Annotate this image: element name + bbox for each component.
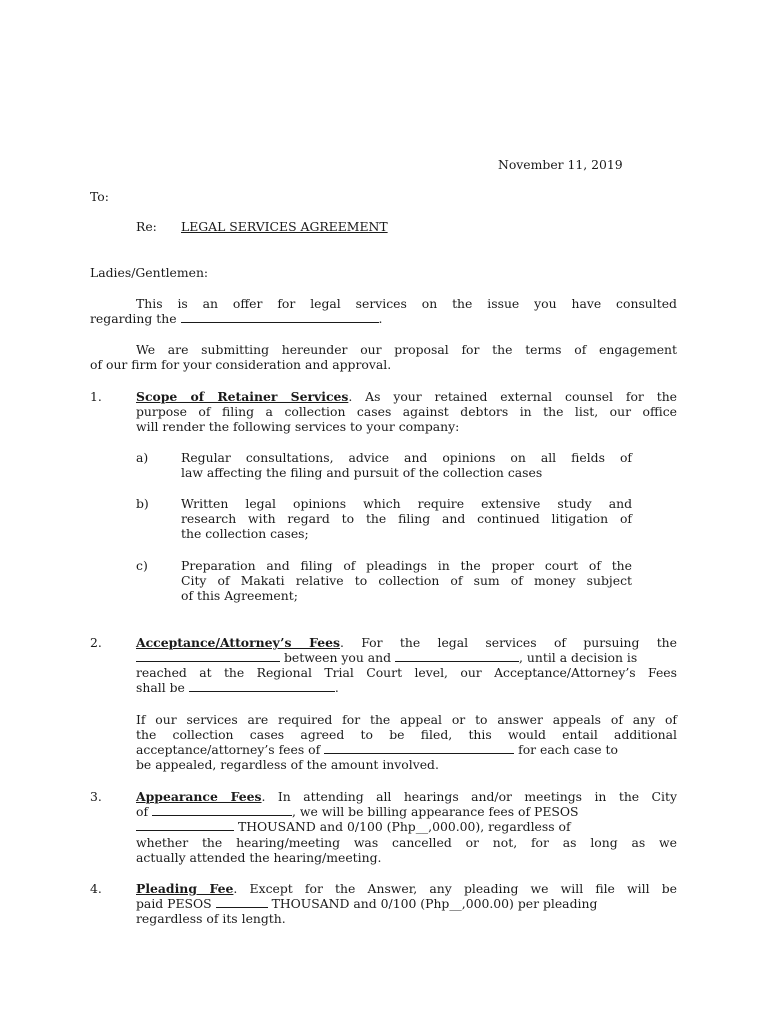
item-1b-line-2: research with regard to the filing and continued litigation of (181, 511, 632, 526)
section-3-line-3: THOUSAND and 0/100 (Php__,000.00), regardless of (136, 819, 571, 835)
section-1-heading: Scope of Retainer Services (136, 389, 349, 404)
item-1b-letter: b) (136, 496, 149, 511)
section-2-para-2-line-4: be appealed, regardless of the amount involved. (136, 757, 439, 772)
proposal-line-1: We are submitting hereunder our proposal for the terms of engagement (136, 342, 677, 357)
acceptance-fee-blank (189, 680, 335, 692)
section-2-para-2-line-1: If our services are required for the appeal or to answer appeals of any of (136, 712, 677, 727)
re-subject: LEGAL SERVICES AGREEMENT (181, 219, 388, 234)
intro-line-2: regarding the . (90, 311, 383, 326)
section-4-line-2: paid PESOS THOUSAND and 0/100 (Php__,000.00) per pleading (136, 896, 598, 911)
section-2-para-2-line-2: the collection cases agreed to be filed, this would entail additional (136, 727, 677, 742)
section-2-para-2-line-3: acceptance/attorney’s fees of for each case to (136, 742, 618, 757)
proposal-line-2: of our firm for your consideration and approval. (90, 357, 392, 372)
section-1-line-3: will render the following services to your company: (136, 419, 460, 434)
section-2-line-1: Acceptance/Attorney’s Fees. For the legal services of pursuing the (136, 635, 677, 650)
section-4-line-1: Pleading Fee. Except for the Answer, any pleading we will file will be (136, 881, 677, 896)
letter-date: November 11, 2019 (498, 157, 623, 172)
consulted-issue-blank (181, 311, 379, 323)
section-3-line-4: whether the hearing/meeting was cancelled or not, for as long as we (136, 835, 677, 850)
item-1a-line-2: law affecting the filing and pursuit of the collection cases (181, 465, 543, 480)
section-2-line-4: shall be . (136, 680, 339, 695)
re-label: Re: (136, 219, 157, 234)
section-3-line-1: Appearance Fees. In attending all hearings and/or meetings in the City (136, 789, 677, 804)
item-1a-letter: a) (136, 450, 149, 465)
city-blank (152, 804, 292, 816)
section-4-line-3: regardless of its length. (136, 911, 286, 926)
section-1-line-2: purpose of filing a collection cases against debtors in the list, our office (136, 404, 677, 419)
item-1b-line-1: Written legal opinions which require extensive study and (181, 496, 632, 511)
section-4-heading: Pleading Fee (136, 881, 234, 896)
client-name-blank (136, 650, 280, 662)
section-2-heading: Acceptance/Attorney’s Fees (136, 635, 340, 650)
intro-line-1: This is an offer for legal services on the issue you have consulted (136, 296, 677, 311)
section-3-number: 3. (90, 789, 102, 804)
section-3-heading: Appearance Fees (136, 789, 262, 804)
item-1c-letter: c) (136, 558, 148, 573)
section-4-number: 4. (90, 881, 102, 896)
appeal-fee-blank (324, 742, 514, 754)
section-1-number: 1. (90, 389, 102, 404)
section-2-line-3: reached at the Regional Trial Court level, our Acceptance/Attorney’s Fees (136, 665, 677, 680)
pleading-fee-blank (216, 896, 268, 908)
item-1a-line-1: Regular consultations, advice and opinions on all fields of (181, 450, 632, 465)
section-2-number: 2. (90, 635, 102, 650)
debtor-name-blank (395, 650, 519, 662)
appearance-fee-blank (136, 819, 234, 831)
item-1c-line-2: City of Makati relative to collection of sum of money subject (181, 573, 632, 588)
item-1b-line-3: the collection cases; (181, 526, 309, 541)
item-1c-line-1: Preparation and filing of pleadings in the proper court of the (181, 558, 632, 573)
section-3-line-5: actually attended the hearing/meeting. (136, 850, 382, 865)
section-3-line-2: of , we will be billing appearance fees of PESOS (136, 804, 579, 819)
to-label: To: (90, 189, 109, 204)
section-1-line-1: Scope of Retainer Services. As your retained external counsel for the (136, 389, 678, 404)
salutation: Ladies/Gentlemen: (90, 265, 209, 280)
section-2-line-2: between you and , until a decision is (136, 650, 637, 666)
item-1c-line-3: of this Agreement; (181, 588, 298, 603)
